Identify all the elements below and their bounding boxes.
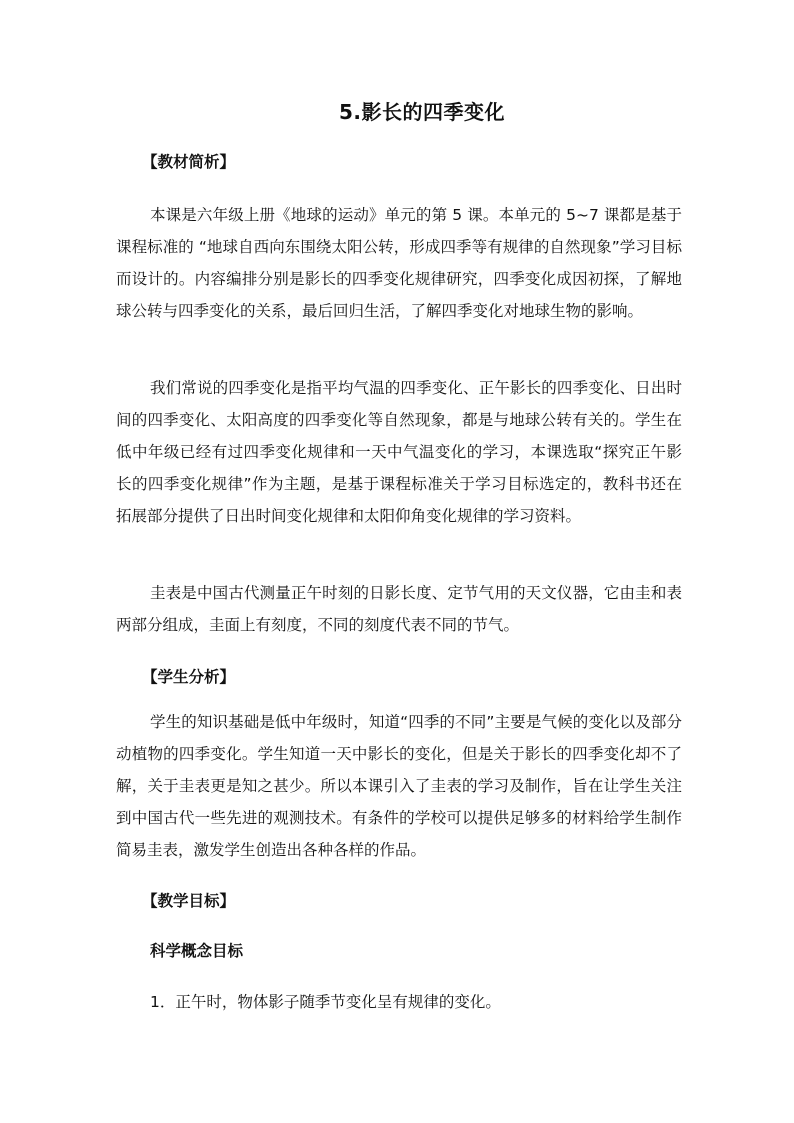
paragraph-textbook-2: 我们常说的四季变化是指平均气温的四季变化、正午影长的四季变化、日出时间的四季变化、太阳高度的四季变化等自然现象，都是与地球公转有关的。学生在低中年级已经有过四季变化规律和一天中气温变化的学习，本课选取“探究正午影长的四季变化规律”作为主题，是基于课程标准关于学习目标选定的，教科书还在拓展部分提供了日出时间变化规律和太阳仰角变化规律的学习资料。 xyxy=(116,379,682,525)
goal-item-1: 1．正午时，物体影子随季节变化呈有规律的变化。 xyxy=(150,993,501,1011)
paragraph-textbook-1: 本课是六年级上册《地球的运动》单元的第 5 课。本单元的 5~7 课都是基于课程标准的 “地球自西向东围绕太阳公转，形成四季等有规律的自然现象”学习目标而设计的。内容编排分别是影长的四季变化规律研究，四季变化成因初探，了解地球公转与四季变化的关系，最后回归生活，了解四季变化对地球生物的影响。 xyxy=(116,206,682,320)
section-heading-goals: 【教学目标】 xyxy=(142,892,236,910)
subheading-science-concept: 科学概念目标 xyxy=(150,942,244,960)
section-heading-textbook: 【教材简析】 xyxy=(142,153,236,171)
paragraph-students-1: 学生的知识基础是低中年级时，知道“四季的不同”主要是气候的变化以及部分动植物的四季变化。学生知道一天中影长的变化，但是关于影长的四季变化却不了解，关于圭表更是知之甚少。所以本课引入了圭表的学习及制作，旨在让学生关注到中国古代一些先进的观测技术。有条件的学校可以提供足够多的材料给学生制作简易圭表，激发学生创造出各种各样的作品。 xyxy=(116,713,682,859)
section-heading-students: 【学生分析】 xyxy=(142,668,236,686)
paragraph-textbook-3: 圭表是中国古代测量正午时刻的日影长度、定节气用的天文仪器，它由圭和表两部分组成，圭面上有刻度，不同的刻度代表不同的节气。 xyxy=(116,584,682,634)
page-title: 5.影长的四季变化 xyxy=(338,100,505,124)
